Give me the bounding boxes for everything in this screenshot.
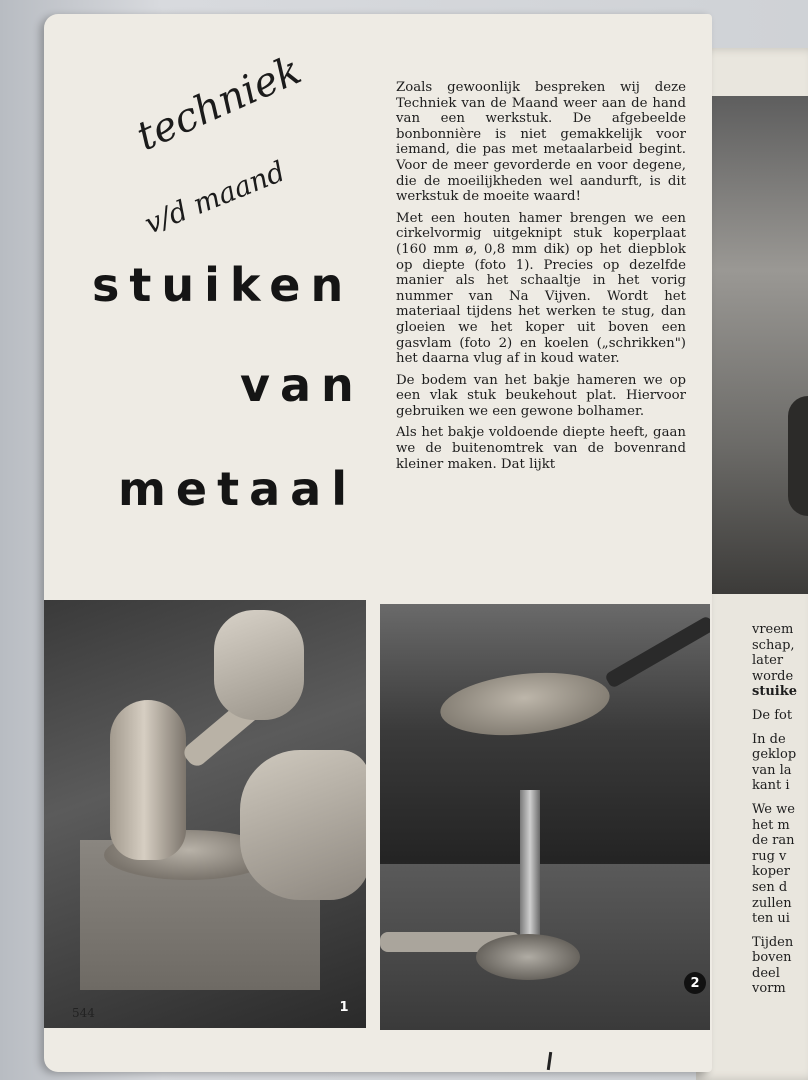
article-paragraph: Met een houten hamer brengen we een cirkelvormig uitgeknipt stuk koperplaat (160 mm ø, 0,8 mm dik) op het diepblok op diepte (foto 1). Precies op dezelfde manier als het schaaltje in het vorig nummer van Na Vijven. Wordt het materiaal tijdens het werken te stug, dan gloeien we het koper uit boven een gasvlam (foto 2) en koelen („schrikken") het daarna vlug af in koud water.	[396, 210, 686, 367]
right-page-line: geklop	[752, 747, 797, 763]
article-body	[396, 80, 686, 580]
bunsen-burner-base	[476, 934, 580, 980]
copper-bowl	[437, 665, 612, 742]
right-page-line: van la	[752, 762, 792, 778]
hand-upper	[214, 610, 304, 720]
wooden-mallet	[110, 700, 186, 860]
right-page-line	[752, 700, 808, 708]
title-word-stuiken: stuiken	[92, 258, 354, 312]
right-page-line: schap,	[752, 637, 795, 653]
photo-1-hammering	[44, 600, 366, 1028]
right-page-line	[752, 794, 808, 802]
right-page-text	[752, 622, 808, 997]
handwritten-heading	[130, 47, 330, 241]
photo-1-number: 1	[339, 999, 349, 1015]
right-page-line: Tijden	[752, 934, 794, 950]
article-paragraph: De bodem van het bakje hameren we op een vlak stuk beukehout plat. Hiervoor gebruiken we een gewone bolhamer.	[396, 372, 686, 419]
right-page-line: zullen	[752, 895, 792, 911]
right-page-line: het m	[752, 817, 790, 833]
article-paragraph: Zoals gewoonlijk bespreken wij deze Techniek van de Maand weer aan de hand van een werkstuk. De afgebeelde bonbonnière is niet gemakkelijk voor iemand, die pas met metaalarbeid begint. Voor de meer gevorderde en voor degene, die de moeilijkheden wel aandurft, is dit werkstuk de moeite waard!	[396, 80, 686, 205]
right-page-line: worde	[752, 668, 794, 684]
right-photo-object	[788, 396, 808, 516]
bunsen-burner-tube	[520, 790, 540, 940]
right-page-line: de ran	[752, 833, 795, 849]
right-page-line: vorm	[752, 981, 786, 997]
right-page-line: later	[752, 653, 784, 669]
right-page-line: kant i	[752, 778, 790, 794]
right-page-photo	[706, 96, 808, 594]
page-number: 544	[72, 1006, 95, 1020]
right-page-line: In de	[752, 731, 786, 747]
right-page-line	[752, 724, 808, 732]
right-page-line: We we	[752, 801, 795, 817]
handwritten-line-1: techniek	[130, 47, 309, 161]
right-page-line: sen d	[752, 879, 788, 895]
right-page-line: deel	[752, 965, 780, 981]
right-page-line: ten ui	[752, 911, 790, 927]
photo-2-annealing	[380, 604, 710, 1030]
hand-lower	[240, 750, 366, 900]
right-page-line: vreem	[752, 622, 794, 637]
right-page-line: koper	[752, 864, 790, 880]
tongs	[604, 615, 710, 689]
right-page-line: rug v	[752, 848, 787, 864]
right-page-line: stuike	[752, 684, 797, 700]
handwritten-line-2: v/d maand	[140, 154, 290, 241]
title-word-metaal: metaal	[118, 462, 357, 516]
article-paragraph: Als het bakje voldoende diepte heeft, gaan we de buitenomtrek van de bovenrand kleiner maken. Dat lijkt	[396, 425, 686, 472]
title-word-van: van	[240, 358, 364, 412]
right-page-line: boven	[752, 950, 792, 966]
right-page-line: De fot	[752, 707, 793, 723]
right-page-line	[752, 927, 808, 935]
photo-2-number: 2	[684, 972, 706, 994]
